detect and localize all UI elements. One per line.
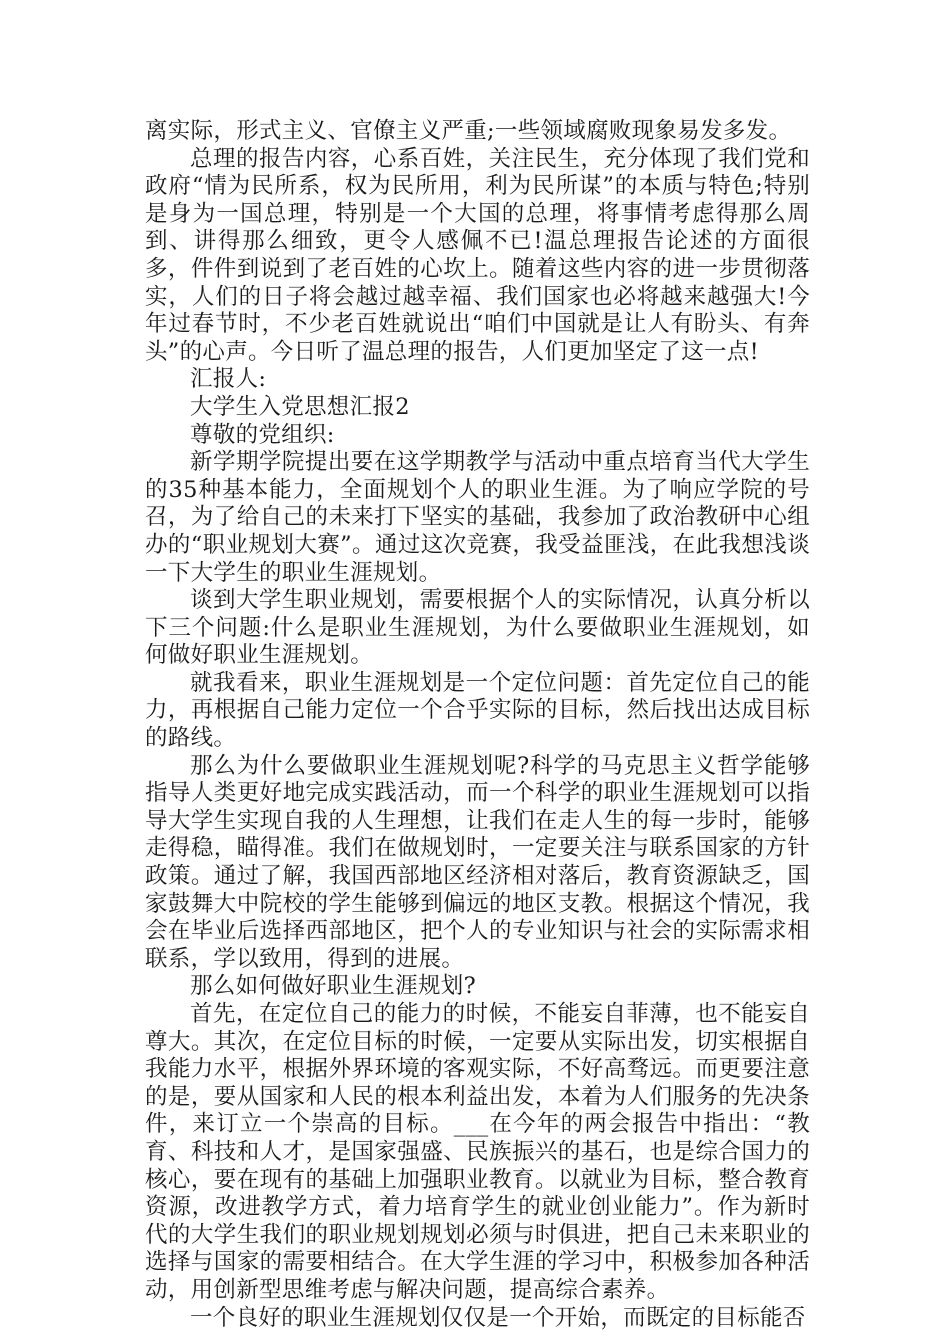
paragraph-why: 那么为什么要做职业生涯规划呢?科学的马克思主义哲学能够指导人类更好地完成实践活动，而一个科学的职业生涯规划可以指导大学生实现自我的人生理想，让我们在走人生的每一步时，能够走得稳，瞄得准。我们在做规划时，一定要关注与联系国家的方针政策。通过了解，我国西部地区经济相对落后，教育资源缺乏，国家鼓舞大中院校的学生能够到偏远的地区支教。根据这个情况，我会在毕业后选择西部地区，把个人的专业知识与社会的实际需求相联系，学以致用，得到的进展。 xyxy=(145,752,810,972)
document-body xyxy=(145,118,810,1332)
paragraph-continuation: 离实际，形式主义、官僚主义严重;一些领域腐败现象易发多发。 xyxy=(145,118,792,144)
section-title: 大学生入党思想汇报2 xyxy=(190,393,410,420)
reporter-label: 汇报人: xyxy=(190,366,267,393)
paragraph-premier-report: 总理的报告内容，心系百姓，关注民生，充分体现了我们党和政府“情为民所系，权为民所用，利为民所谋”的本质与特色;特别是身为一国总理，特别是一个大国的总理，将事情考虑得那么周到、讲得那么细致，更令人感佩不已!温总理报告论述的方面很多，件件到说到了老百姓的心坎上。随着这些内容的进一步贯彻落实，人们的日子将会越过越幸福、我们国家也必将越来越强大!今年过春节时，不少老百姓就说出“咱们中国就是让人有盼头、有奔头”的心声。今日听了温总理的报告，人们更加坚定了这一点! xyxy=(145,145,810,365)
paragraph-how-question: 那么如何做好职业生涯规划? xyxy=(190,973,476,1000)
paragraph-definition: 就我看来，职业生涯规划是一个定位问题：首先定位自己的能力，再根据自己能力定位一个合乎实际的目标，然后找出达成目标的路线。 xyxy=(145,669,810,752)
paragraph-closing: 一个良好的职业生涯规划仅仅是一个开始，而既定的目标能否 xyxy=(190,1304,806,1331)
paragraph-three-questions: 谈到大学生职业规划，需要根据个人的实际情况，认真分析以下三个问题:什么是职业生涯规划，为什么要做职业生涯规划，如何做好职业生涯规划。 xyxy=(145,587,810,669)
paragraph-how: 首先，在定位自己的能力的时候，不能妄自菲薄，也不能妄自尊大。其次，在定位目标的时候，一定要从实际出发，切实根据自我能力水平，根据外界环境的客观实际，不好高骛远。而更要注意的是，要从国家和人民的根本利益出发，本着为人们服务的先决条件，来订立一个崇高的目标。___在今年的两会报告中指出：“教育、科技和人才，是国家强盛、民族振兴的基石，也是综合国力的核心，要在现有的基础上加强职业教育。以就业为目标，整合教育资源，改进教学方式，着力培育学生的就业创业能力”。作为新时代的大学生我们的职业规划规划必须与时俱进，把自己未来职业的选择与国家的需要相结合。在大学生涯的学习中，积极参加各种活动，用创新型思维考虑与解决问题，提高综合素养。 xyxy=(145,1001,810,1303)
salutation: 尊敬的党组织: xyxy=(190,421,335,448)
paragraph-intro: 新学期学院提出要在这学期教学与活动中重点培育当代大学生的35种基本能力，全面规划个人的职业生涯。为了响应学院的号召，为了给自己的未来打下坚实的基础，我参加了政治教研中心组办的“职业规划大赛”。通过这次竞赛，我受益匪浅，在此我想浅谈一下大学生的职业生涯规划。 xyxy=(145,449,810,586)
